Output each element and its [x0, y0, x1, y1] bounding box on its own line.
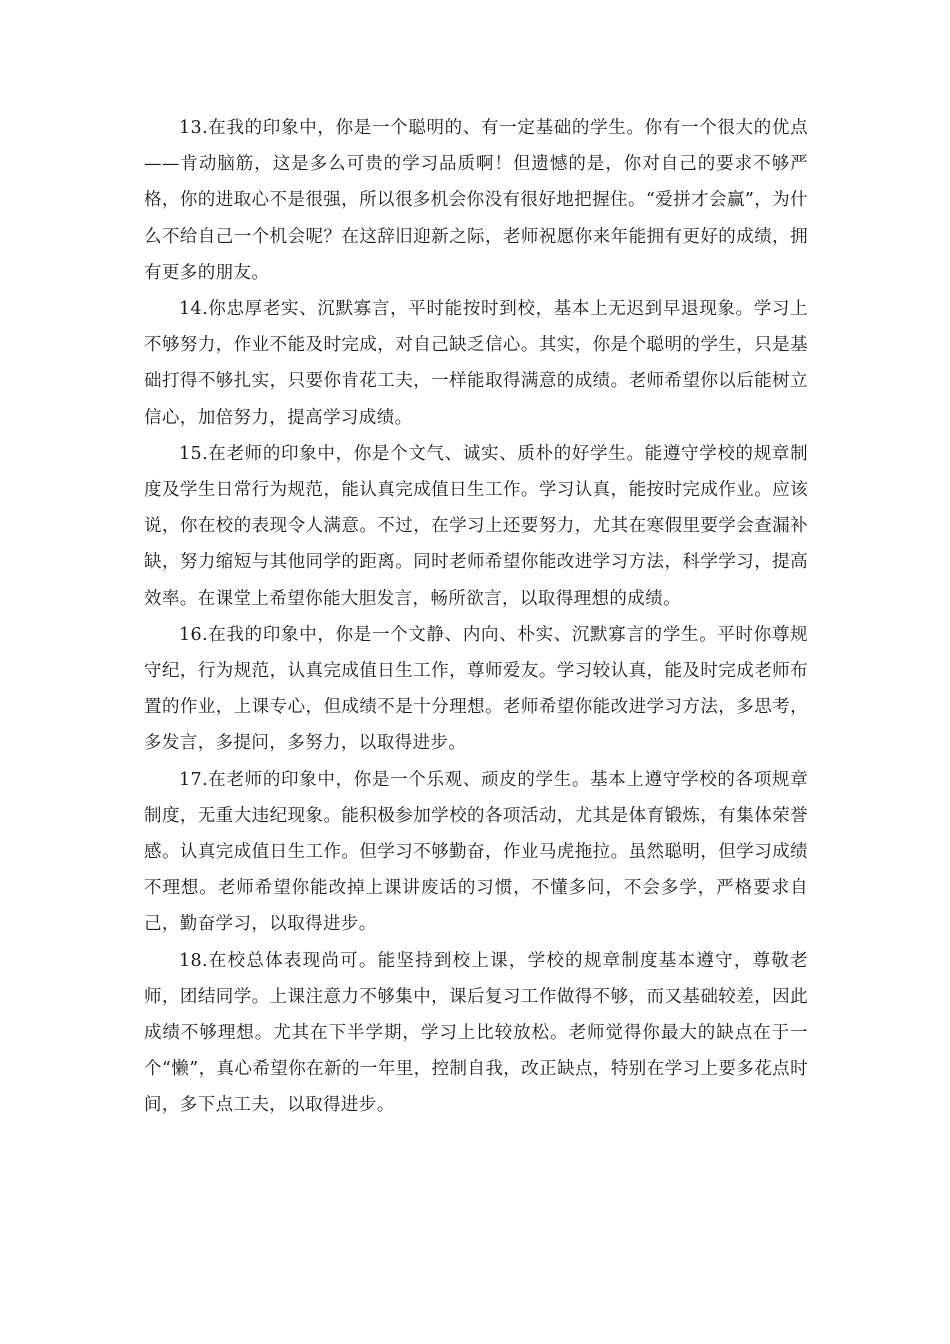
- comment-paragraph-16: 16.在我的印象中，你是一个文静、内向、朴实、沉默寡言的学生。平时你尊规守纪，行为规范，认真完成值日生工作，尊师爱友。学习较认真，能及时完成老师布置的作业，上课专心，但成绩不是十分理想。老师希望你能改进学习方法，多思考，多发言，多提问，多努力，以取得进步。: [144, 624, 808, 754]
- comment-paragraph-18: 18.在校总体表现尚可。能坚持到校上课，学校的规章制度基本遵守，尊敬老师，团结同学。上课注意力不够集中，课后复习工作做得不够，而又基础较差，因此成绩不够理想。尤其在下半学期，学习上比较放松。老师觉得你最大的缺点在于一个“懒”，真心希望你在新的一年里，控制自我，改正缺点，特别在学习上要多花点时间，多下点工夫，以取得进步。: [144, 950, 808, 1116]
- document-body: [144, 110, 808, 1124]
- comment-paragraph-13: 13.在我的印象中，你是一个聪明的、有一定基础的学生。你有一个很大的优点——肯动脑筋，这是多么可贵的学习品质啊！但遗憾的是，你对自己的要求不够严格，你的进取心不是很强，所以很多机会你没有很好地把握住。“爱拼才会赢”，为什么不给自己一个机会呢？在这辞旧迎新之际，老师祝愿你来年能拥有更好的成绩，拥有更多的朋友。: [144, 118, 808, 283]
- comment-paragraph-15: 15.在老师的印象中，你是个文气、诚实、质朴的好学生。能遵守学校的规章制度及学生日常行为规范，能认真完成值日生工作。学习认真，能按时完成作业。应该说，你在校的表现令人满意。不过，在学习上还要努力，尤其在寒假里要学会查漏补缺，努力缩短与其他同学的距离。同时老师希望你能改进学习方法，科学学习，提高效率。在课堂上希望你能大胆发言，畅所欲言，以取得理想的成绩。: [144, 443, 808, 609]
- comment-paragraph-17: 17.在老师的印象中，你是一个乐观、顽皮的学生。基本上遵守学校的各项规章制度，无重大违纪现象。能积极参加学校的各项活动，尤其是体育锻炼，有集体荣誉感。认真完成值日生工作。但学习不够勤奋，作业马虎拖拉。虽然聪明，但学习成绩不理想。老师希望你能改掉上课讲废话的习惯，不懂多问，不会多学，严格要求自己，勤奋学习，以取得进步。: [144, 769, 808, 935]
- comment-paragraph-14: 14.你忠厚老实、沉默寡言，平时能按时到校，基本上无迟到早退现象。学习上不够努力，作业不能及时完成，对自己缺乏信心。其实，你是个聪明的学生，只是基础打得不够扎实，只要你肯花工夫，一样能取得满意的成绩。老师希望你以后能树立信心，加倍努力，提高学习成绩。: [144, 299, 808, 428]
